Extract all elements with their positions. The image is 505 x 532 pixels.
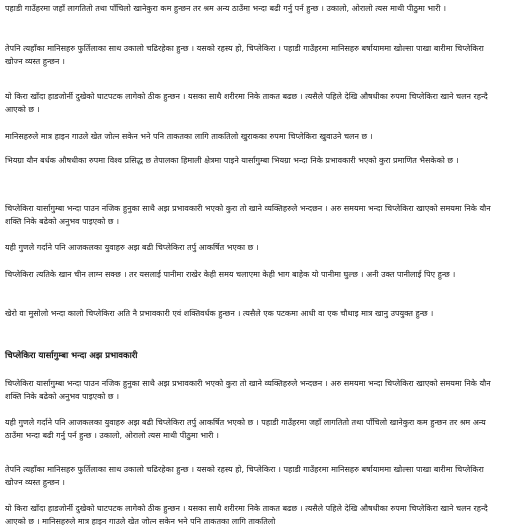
paragraph-10: चिप्लेकिरा यार्सागुम्बा भन्दा पाउन नजिक हुनुका साथै अझ प्रभावकारी भएको कुरा तो खाने व्यक्तिहरुले भन्दछन । अरु समयमा भन्दा चिप्लेकिरा खाएको समयमा निके यौन शक्ति निके बढेको अनुभव पाइएको छ ।	[5, 379, 491, 401]
paragraph-7: यही गुणले गर्दाने पनि आजकलका युवाहरु अझ बढी चिप्लेकिरा तर्पु आकर्षित भएका छ ।	[5, 243, 259, 252]
section-heading: चिप्लेकिरा यार्सागुम्बा भन्दा अझ प्रभावकारी	[5, 351, 138, 361]
paragraph-5: भियग्रा यौन बर्धक औषधीका रुपमा विश्व प्रसिद्ध छ तेपालका हिमाली क्षेत्रमा पाइने यार्सागुम्बा भियग्रा भन्दा निके प्रभावकारी भएको कुरा प्रमाणित भैसकेको छ ।	[5, 156, 459, 165]
paragraph-2: तेपनि त्यहाँका मानिसहरु फुर्तिलाका साथ उकालो चढिरहेका हुन्छ । यसको रहस्य हो, चिप्लेकिरा । पहाडी गाउँहरमा मानिसहरु बर्षायाममा खोल्सा पाखा बारीमा चिप्लेकिरा खोज्न व्यस्त हुन्छन ।	[5, 44, 484, 66]
paragraph-4: मानिसहरुले मात्र हाइन गाउले खेत जोत्न सकेन भने पनि ताकतका लागि ताकतिलो खुराकका रुपमा चिप्लेकिरा खुवाउने चलन छ ।	[5, 132, 373, 141]
paragraph-11: यही गुणले गर्दाने पनि आजकलका युवाहरु अझ बढी चिप्लेकिरा तर्पु आकर्षित भएको छ । पहाडी गाउँहरमा जहाँ लागतितो तथा पाँचिलो खानेकुरा कम हुन्छन तर श्रम अन्य ठाउँमा भन्दा बढी गर्नु पर्न हुन्छ । उकालो, ओरालो त्यस माथी पीठुमा भारी ।	[5, 418, 486, 440]
paragraph-13: यो किरा खाँदा हाडजोर्नी दुखेको घाटपटक लागेको ठीक हुन्छन । यसका साथै शरीरमा निके ताकत बढछ । त्यसैले पहिले देखि औषधीका रुपमा चिप्लेकिरा खाने चलन रहन्दै आएको छ । मानिसहरुले मात्र हाइन गाउले खेत जोत्न सकेन भने पनि ताकतका लागि ताकतिलो	[5, 504, 488, 526]
paragraph-12: तेपनि त्यहाँका मानिसहरु फुर्तिलाका साथ उकालो चढिरहेका हुन्छ । यसको रहस्य हो, चिप्लेकिरा । पहाडी गाउँहरमा मानिसहरु बर्षायाममा खोल्सा पाखा बारीमा चिप्लेकिरा खोज्न व्यस्त हुन्छन ।	[5, 465, 484, 487]
paragraph-1: पहाडी गाउँहरमा जहाँ लागतितो तथा पाँचिलो खानेकुरा कम हुन्छन तर श्रम अन्य ठाउँमा भन्दा बढी गर्नु पर्न हुन्छ । उकालो, ओरालो त्यस माथी पीठुमा भारी ।	[5, 4, 446, 13]
paragraph-8: चिप्लेकिरा त्यतिके खान चीन लाग्न सक्छ । तर यसलाई पानीमा राखेर केही समय चलाएमा केही भाग बाहेक यो पानीमा घुल्छ । अनी उक्त पानीलाई पिए हुन्छ ।	[5, 270, 456, 279]
paragraph-9: खेरो वा मुसोलो भन्दा कालो चिप्लेकिरा अति नै प्रभावकारी एवं शक्तिवर्धक हुन्छन । त्यसैले एक पटकमा आधी वा एक चौथाइ मात्र खानु उपयुक्त हुन्छ ।	[5, 309, 434, 318]
paragraph-3: यो किरा खाँदा हाडजोर्नी दुखेको घाटपटक लागेको ठीक हुन्छन । यसका साथै शरीरमा निके ताकत बढछ । त्यसैले पहिले देखि औषधीका रुपमा चिप्लेकिरा खाने चलन रहन्दै आएको छ ।	[5, 92, 488, 114]
paragraph-6: चिप्लेकिरा यार्सागुम्बा भन्दा पाउन नजिक हुनुका साथै अझ प्रभावकारी भएको कुरा तो खाने व्यक्तिहरुले भन्दछन । अरु समयमा भन्दा चिप्लेकिरा खाएको समयमा निके यौन शक्ति निके बढेको अनुभव पाइएको छ ।	[5, 204, 491, 226]
